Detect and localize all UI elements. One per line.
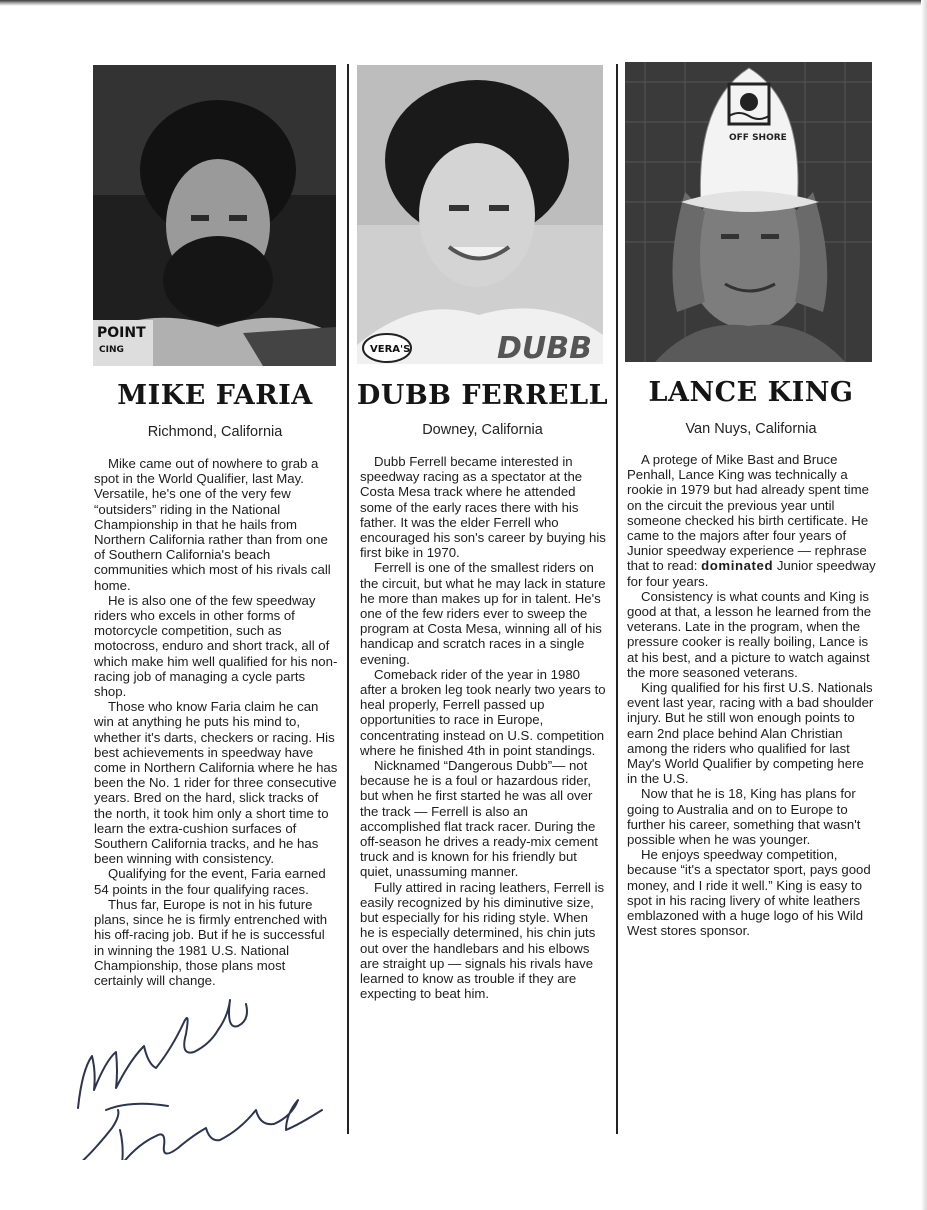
rider-name-ferrell: DUBB FERRELL <box>356 380 609 411</box>
bio-paragraph: Fully attired in racing leathers, Ferrell is easily recognized by his diminutive size, but especially for his riding style. When he is especially determined, his chin juts out over the handlebars and his elbows are straight up — signals his rivals have learned to know as trouble if they are expecting to beat him. <box>360 879 605 1002</box>
bio-paragraph: Nicknamed “Dangerous Dubb”— not because he is a foul or hazardous rider, but when he first started he was all over the track — Ferrell is also an accomplished flat track racer. During the off-season he drives a ready-mix cement truck and is known for his friendly but quiet, unassuming manner. <box>360 758 598 880</box>
bio-text: A protege of Mike Bast and Bruce Penhall, Lance King was technically a rookie in 1979 but had already spent time on the circuit the previous year until someone checked his birth certificate. He came to the majors after four years of Junior speedway experience — rephrase that to read: <box>627 452 869 574</box>
emphasis-dominated: dominated <box>701 558 774 574</box>
jersey-text-dubb: DUBB <box>497 331 592 364</box>
rider-hometown-ferrell: Downey, California <box>422 422 543 438</box>
rider-name-king: LANCE KING <box>648 377 854 408</box>
bio-paragraph: Qualifying for the event, Faria earned 54 points in the four qualifying races. <box>94 866 326 897</box>
rider-bio-king <box>627 452 877 939</box>
jersey-text-veras: VERA'S <box>370 344 411 355</box>
bio-paragraph: He enjoys speedway competition, because “it's a spectator sport, pays good money, and I ride it well.” King is easy to spot in his racing livery of white leathers emblazoned with a huge logo of his Wild West stores sponsor. <box>627 847 871 939</box>
bio-paragraph: He is also one of the few speedway riders who excels in other forms of motorcycle competition, such as motocross, enduro and short track, all of which make him well qualified for his non-racing job of managing a cycle parts shop. <box>94 592 338 700</box>
portrait-photo-faria <box>93 65 336 366</box>
rider-hometown-king: Van Nuys, California <box>685 421 817 437</box>
page-edge-right <box>921 0 927 1210</box>
column-rule-right <box>616 64 618 1134</box>
rider-bio-ferrell <box>360 454 606 1001</box>
bio-paragraph: Now that he is 18, King has plans for going to Australia and on to Europe to further his career, something that wasn't possible when he was younger. <box>627 786 861 848</box>
bio-paragraph: Ferrell is one of the smallest riders on the circuit, but what he may lack in stature he more than makes up for in talent. He's one of the few riders ever to sweep the program at Costa Mesa, winning all of his handicap and scratch races in a single evening. <box>360 560 606 667</box>
cap-text-offshore: OFF SHORE <box>729 133 787 143</box>
column-rule-left <box>347 64 349 1134</box>
autograph-signature <box>60 960 340 1160</box>
bio-paragraph: King qualified for his first U.S. Nationals event last year, racing with a bad shoulder injury. But he still won enough points to earn 2nd place behind Alan Christian among the riders who qualified for last May's World Qualifier by competing here in the U.S. <box>627 680 874 787</box>
portrait-photo-ferrell <box>357 65 603 364</box>
bio-paragraph: Those who know Faria claim he can win at anything he puts his mind to, whether it's darts, checkers or racing. His best achievements in speedway have come in Northern California where he has been the No. 1 rider for three consecutive years. Bred on the hard, slick tracks of the north, it took him only a short time to learn the extra-cushion surfaces of Southern California tracks, and he has been winning with consistency. <box>94 699 338 867</box>
rider-column-ferrell <box>355 0 610 1210</box>
bio-paragraph: Thus far, Europe is not in his future plans, since he is firmly entrenched with his off-racing job. But if he is successful in winning the 1981 U.S. National Championship, those plans most certainly will change. <box>94 896 328 988</box>
bio-paragraph: Comeback rider of the year in 1980 after a broken leg took nearly two years to heal properly, Ferrell passed up opportunities to race in Europe, concentrating instead on U.S. competition where he finished 4th in point standings. <box>360 666 606 758</box>
jersey-text-point: POINT <box>97 325 146 341</box>
bio-paragraph: Dubb Ferrell became interested in speedway racing as a spectator at the Costa Mesa track where he attended some of the early races there with his father. It was the elder Ferrell who encouraged his son's career by buying his first bike in 1970. <box>360 454 606 561</box>
rider-column-king <box>622 0 880 1210</box>
jersey-text-cing: CING <box>99 345 124 355</box>
portrait-photo-king <box>625 62 872 362</box>
bio-paragraph <box>627 452 877 589</box>
rider-hometown-faria: Richmond, California <box>147 424 283 440</box>
rider-name-faria: MIKE FARIA <box>117 380 313 411</box>
bio-paragraph: Mike came out of nowhere to grab a spot in the World Qualifier, last May. Versatile, he's one of the very few “outsiders” riding in the National Championship in that he hails from Northern California rather than from one of Southern California's beach communities which most of his rivals call home. <box>94 456 331 593</box>
rider-bio-faria <box>94 456 338 988</box>
bio-text: Junior speedway for four years. <box>627 558 876 589</box>
bio-paragraph: Consistency is what counts and King is good at that, a lesson he learned from the veterans. Late in the program, when the pressure cooker is really boiling, Lance is at his best, and a picture to watch against the more seasoned veterans. <box>627 588 872 680</box>
